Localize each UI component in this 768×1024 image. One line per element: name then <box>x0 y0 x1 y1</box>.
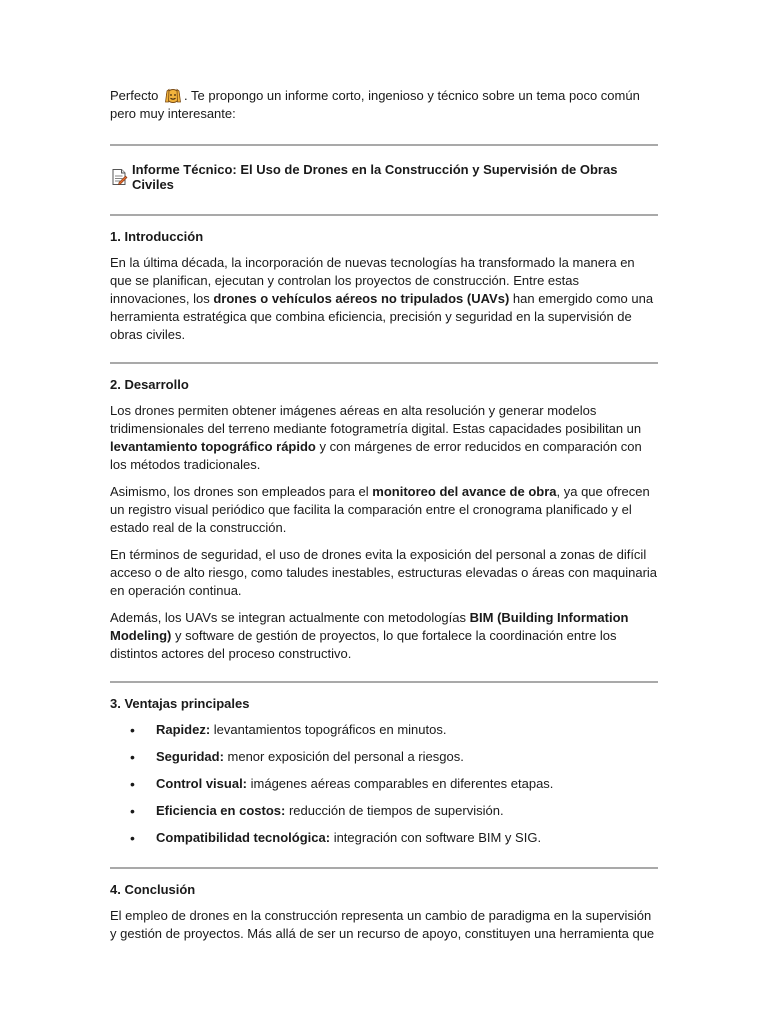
divider <box>110 867 658 869</box>
intro-prefix: Perfecto <box>110 88 159 103</box>
bold-text-run: BIM (Building Information Modeling) <box>110 610 629 643</box>
list-item <box>130 775 658 793</box>
intro-text: . Te propongo un informe corto, ingenioso y técnico sobre un tema poco común pero muy interesante: <box>110 88 640 121</box>
list-item-label: Compatibilidad tecnológica: <box>156 830 331 845</box>
list-item-text: levantamientos topográficos en minutos. <box>210 722 447 737</box>
list-item-label: Rapidez: <box>156 722 211 737</box>
list-item-label: Eficiencia en costos: <box>156 803 286 818</box>
conclusion-paragraph: El empleo de drones en la construcción representa un cambio de paradigma en la supervisión y gestión de proyectos. Más allá de ser un recurso de apoyo, constituyen una herramienta que <box>110 908 655 941</box>
desarrollo-paragraph-3: En términos de seguridad, el uso de drones evita la exposición del personal a zonas de difícil acceso o de alto riesgo, como taludes inestables, estructuras elevadas o áreas con maquinaria en operación continua. <box>110 547 658 598</box>
list-item <box>130 721 658 739</box>
list-item <box>130 748 658 766</box>
hands-up-emoji-icon <box>163 86 183 104</box>
list-item <box>130 802 658 820</box>
bold-text-run: monitoreo del avance de obra <box>372 484 557 499</box>
text-run: y software de gestión de proyectos, lo que fortalece la coordinación entre los distintos actores del proceso constructivo. <box>110 628 617 661</box>
section-heading-conclusion: 4. Conclusión <box>110 882 196 897</box>
desarrollo-paragraph-2 <box>110 483 658 537</box>
text-run: Los drones permiten obtener imágenes aéreas en alta resolución y generar modelos tridimensionales del terreno mediante fotogrametría digital. Estas capacidades posibilitan un <box>110 403 642 436</box>
list-item-text: menor exposición del personal a riesgos. <box>223 749 464 764</box>
list-item-text: integración con software BIM y SIG. <box>330 830 542 845</box>
text-run: y con márgenes de error reducidos en comparación con los métodos tradicionales. <box>110 439 642 472</box>
desarrollo-paragraph-1 <box>110 402 658 474</box>
list-item-text: reducción de tiempos de supervisión. <box>285 803 504 818</box>
desarrollo-paragraph-4 <box>110 609 658 663</box>
bold-text-run: drones o vehículos aéreos no tripulados (UAVs) <box>213 291 510 306</box>
divider <box>110 144 658 146</box>
intro-paragraph <box>110 86 658 123</box>
ventajas-list <box>110 721 658 847</box>
text-run: Asimismo, los drones son empleados para el <box>110 484 373 499</box>
report-title-text: Informe Técnico: El Uso de Drones en la Construcción y Supervisión de Obras Civiles <box>132 162 618 192</box>
text-run: Además, los UAVs se integran actualmente con metodologías <box>110 610 470 625</box>
text-run: han emergido como una herramienta estratégica que combina eficiencia, precisión y seguridad en la supervisión de obras civiles. <box>110 291 654 342</box>
report-title <box>110 162 658 192</box>
list-item-label: Seguridad: <box>156 749 224 764</box>
section-heading-ventajas: 3. Ventajas principales <box>110 696 250 711</box>
text-run: En la última década, la incorporación de nuevas tecnologías ha transformado la manera en que se planifican, ejecutan y controlan los proyectos de construcción. Entre estas innovaciones, los <box>110 255 635 306</box>
divider <box>110 362 658 364</box>
text-run: , ya que ofrecen un registro visual periódico que facilita la comparación entre el cronograma planificado y el estado real de la construcción. <box>110 484 650 535</box>
section-heading-desarrollo: 2. Desarrollo <box>110 377 189 392</box>
list-item <box>130 829 658 847</box>
memo-icon <box>110 168 128 186</box>
list-item-label: Control visual: <box>156 776 248 791</box>
introduccion-paragraph <box>110 254 658 344</box>
section-heading-introduccion: 1. Introducción <box>110 229 204 244</box>
bold-text-run: levantamiento topográfico rápido <box>110 439 316 454</box>
divider <box>110 681 658 683</box>
divider <box>110 214 658 216</box>
list-item-text: imágenes aéreas comparables en diferentes etapas. <box>247 776 554 791</box>
